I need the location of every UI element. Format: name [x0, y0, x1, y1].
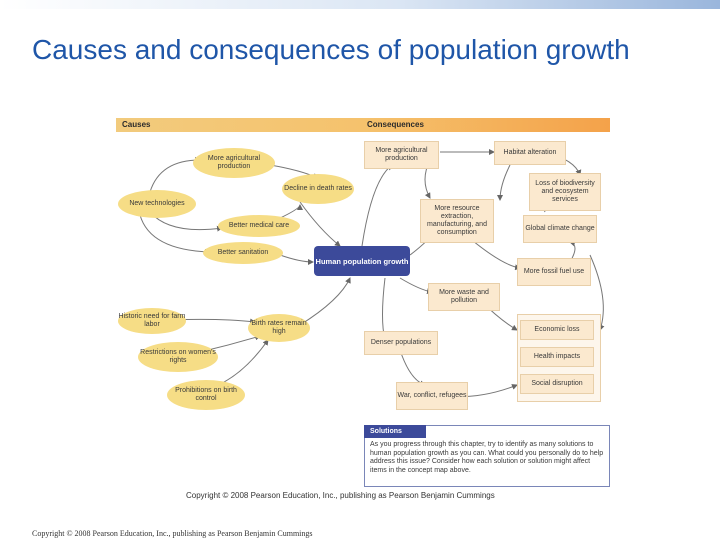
- cause-decline-in-death-rates: Decline in death rates: [282, 174, 354, 204]
- slide-footer: Copyright © 2008 Pearson Education, Inc., publishing as Pearson Benjamin Cummings: [32, 529, 313, 538]
- cause-restrictions-on-womens-rights: Restrictions on women's rights: [138, 342, 218, 372]
- center-human-population-growth: Human population growth: [314, 246, 410, 276]
- cons-denser-populations: Denser populations: [364, 331, 438, 355]
- cons-loss-of-biodiversity: Loss of biodiversity and ecosystem services: [529, 173, 601, 211]
- cause-new-technologies: New technologies: [118, 190, 196, 218]
- figure-copyright: Copyright © 2008 Pearson Education, Inc., publishing as Pearson Benjamin Cummings: [186, 491, 495, 500]
- header-consequences: Consequences: [367, 120, 424, 129]
- cause-birth-rates-remain-high: Birth rates remain high: [248, 314, 310, 342]
- cause-more-agricultural-production: More agricultural production: [193, 148, 275, 178]
- cons-more-waste-and-pollution: More waste and pollution: [428, 283, 500, 311]
- cause-better-sanitation: Better sanitation: [203, 242, 283, 264]
- solutions-label: Solutions: [364, 425, 426, 438]
- cons-social-disruption: Social disruption: [520, 374, 594, 394]
- cause-prohibitions-on-birth-control: Prohibitions on birth control: [167, 380, 245, 410]
- cause-historic-need-for-farm-labor: Historic need for farm labor: [118, 308, 186, 334]
- cons-more-resource-extraction: More resource extraction, manufacturing, and consumption: [420, 199, 494, 243]
- cons-more-fossil-fuel-use: More fossil fuel use: [517, 258, 591, 286]
- header-causes: Causes: [122, 120, 151, 129]
- cons-more-agricultural-production: More agricultural production: [364, 141, 439, 169]
- slide-title: Causes and consequences of population growth: [32, 34, 630, 65]
- cause-better-medical-care: Better medical care: [218, 215, 300, 237]
- cons-health-impacts: Health impacts: [520, 347, 594, 367]
- cons-war-conflict-refugees: War, conflict, refugees: [396, 382, 468, 410]
- solutions-text: As you progress through this chapter, try to identify as many solutions to human population growth as you can. What could you personally do to help address this issue? Consider how each solution or solution might affect items in the concept map above.: [370, 441, 604, 475]
- cons-habitat-alteration: Habitat alteration: [494, 141, 566, 165]
- cons-economic-loss: Economic loss: [520, 320, 594, 340]
- cons-global-climate-change: Global climate change: [523, 215, 597, 243]
